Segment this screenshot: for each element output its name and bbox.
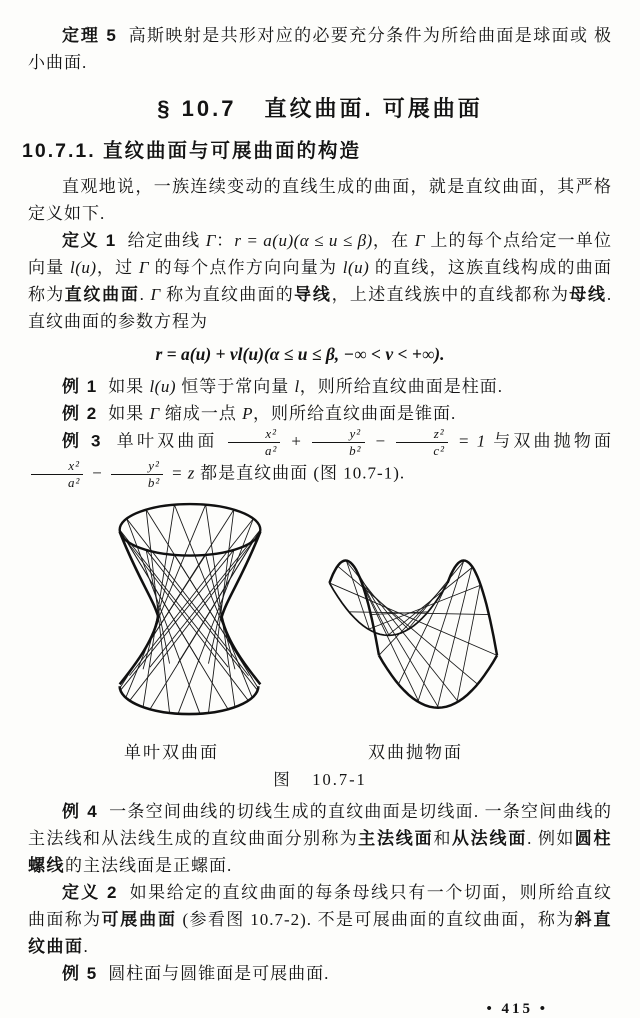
example-3-paragraph: 例 3 单叶双曲面 $\frac{\text{x²}}{\text{a²}}$ + $\frac{\text{y²}}{\text{b²}}$ − $\frac{\text{z²}}{\text{c²}}$ = 1 与双曲抛物面 $\frac{\text{x²}}{\text{a²}}$ − $\frac{\text{y²}}{\text{b²}}$ = z 都是直纹曲面 (图 10.7-1). (28, 427, 612, 490)
parametric-equation-formula: r = a(u) + vl(u)(α ≤ u ≤ β, −∞ < v < +∞). (155, 344, 445, 364)
figure-right-label: 双曲抛物面 (368, 743, 463, 763)
section-heading: § 10.7 直纹曲面. 可展曲面 (157, 96, 483, 121)
definition-1-paragraph: 定义 1 给定曲线 Γ：r = a(u)(α ≤ u ≤ β)，在 Γ 上的每个点给定一单位向量 l(u)，过 Γ 的每个点作方向向量为 l(u) 的直线，这族直线构成的曲面称为直纹曲面. Γ 称为直纹曲面的导线，上述直线族中的直线都称为母线. 直纹曲面的参数方程为 (28, 231, 613, 331)
figure-number-caption: 图 10.7-1 (273, 770, 367, 790)
example-1-paragraph: 例 1 如果 l(u) 恒等于常向量 l，则所给直纹曲面是柱面. (62, 377, 503, 396)
definition-2-paragraph: 定义 2 如果给定的直纹曲面的每条母线只有一个切面，则所给直纹曲面称为可展曲面 (参看图 10.7-2). 不是可展曲面的直纹曲面，称为斜直纹曲面. (28, 883, 613, 957)
figure-10-7-1 (28, 494, 612, 738)
subsection-heading: 10.7.1. 直纹曲面与可展曲面的构造 (22, 140, 362, 162)
intro-paragraph: 直观地说，一族连续变动的直线生成的曲面，就是直纹曲面，其严格定义如下. (28, 177, 612, 223)
figure-left-label: 单叶双曲面 (124, 743, 219, 763)
theorem-5-paragraph: 定理 5 高斯映射是共形对应的必要充分条件为所给曲面是球面或 极小曲面. (28, 26, 613, 72)
page-number: • 415 • (486, 1001, 548, 1018)
figure-captions (28, 738, 612, 764)
example-4-paragraph: 例 4 一条空间曲线的切线生成的直纹曲面是切线面. 一条空间曲线的主法线和从法线生成的直纹曲面分别称为主法线面和从法线面. 例如圆柱螺线的主法线面是正螺面. (28, 802, 613, 876)
example-5-paragraph: 例 5 圆柱面与圆锥面是可展曲面. (62, 964, 330, 984)
example-2-paragraph: 例 2 如果 Γ 缩成一点 P，则所给直纹曲面是锥面. (62, 404, 457, 423)
hyperbolic-paraboloid-figure (318, 522, 518, 722)
hyperboloid-figure (84, 494, 296, 732)
